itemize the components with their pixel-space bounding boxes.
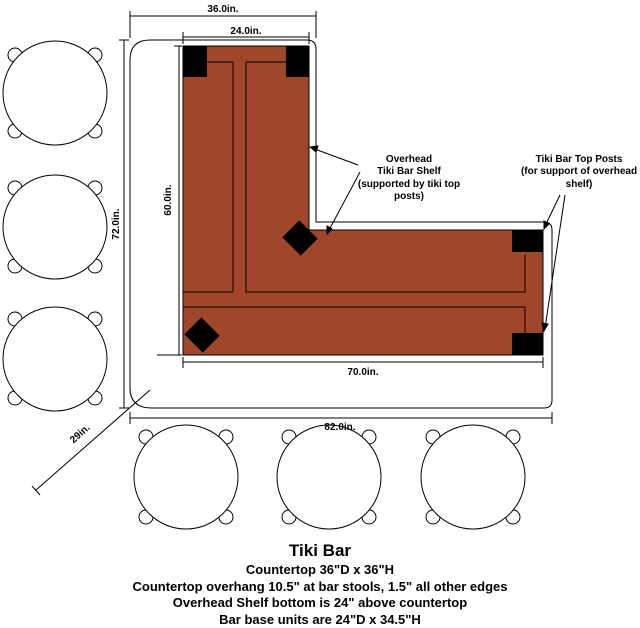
dim-top-inner: 24.0in.	[230, 26, 262, 37]
shelf-note-line: posts)	[394, 191, 424, 202]
stool	[3, 175, 107, 279]
caption-line: Countertop 36"D x 36"H	[245, 562, 395, 577]
posts-note-line: Tiki Bar Top Posts	[535, 154, 623, 165]
posts-annotation	[521, 154, 637, 190]
dim-bottom-outer: 82.0in.	[324, 422, 356, 433]
posts-note-line: (for support of overhead	[520, 166, 638, 177]
post-top-left	[183, 46, 207, 77]
stool	[3, 307, 107, 411]
post-right-bottom	[512, 333, 543, 355]
caption-line: Bar base units are 24"D x 34.5"H	[219, 611, 421, 627]
shelf-note-line: (supported by tiki top	[357, 179, 461, 190]
caption-line: Overhead Shelf bottom is 24" above countertop	[172, 595, 468, 610]
posts-note-line: shelf)	[565, 179, 593, 190]
caption-title: Tiki Bar	[288, 541, 352, 560]
shelf-annotation	[358, 154, 460, 202]
dim-bottom-inner: 70.0in.	[347, 367, 379, 378]
dim-diagonal: 29in.	[68, 422, 93, 446]
overhead-shelf	[183, 46, 543, 355]
post-right-top	[512, 230, 543, 252]
dim-top-outer: 36.0in.	[207, 4, 239, 15]
dim-left-outer: 72.0in.	[111, 208, 122, 240]
stool	[277, 425, 381, 529]
stools-bottom	[134, 425, 525, 529]
dim-left-inner: 60.0in.	[163, 184, 174, 216]
caption	[0, 540, 640, 628]
stool	[421, 425, 525, 529]
stool	[3, 41, 107, 145]
caption-line: Countertop overhang 10.5" at bar stools, 1.5" all other edges	[132, 578, 508, 594]
post-top-right	[286, 46, 309, 77]
shelf-note-line: Tiki Bar Shelf	[377, 166, 441, 177]
shelf-note-line: Overhead	[385, 154, 433, 165]
stools-left	[3, 41, 107, 411]
stool	[134, 425, 238, 529]
